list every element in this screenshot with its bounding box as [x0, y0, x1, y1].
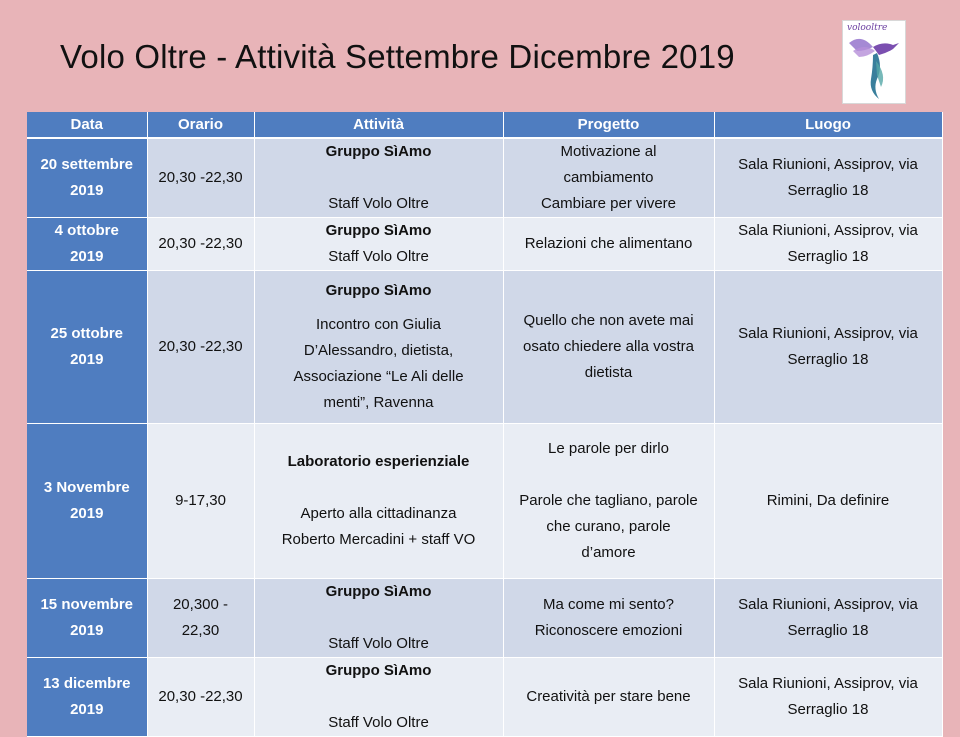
cell-progetto: Creatività per stare bene: [503, 658, 714, 737]
cell-orario: 9-17,30: [147, 424, 254, 579]
header-luogo: Luogo: [714, 112, 942, 138]
table-header-row: [27, 112, 942, 138]
cell-progetto: Motivazione al cambiamento Cambiare per vivere: [503, 138, 714, 218]
header-data: Data: [27, 112, 147, 138]
cell-progetto: Ma come mi sento? Riconoscere emozioni: [503, 579, 714, 658]
attivita-title: Gruppo SìAmo: [325, 143, 432, 160]
cell-orario: 20,30 -22,30: [147, 138, 254, 218]
attivita-detail: Staff Volo Oltre: [328, 248, 429, 265]
cell-attivita: [254, 424, 503, 579]
table-row: [27, 218, 942, 271]
table-row: [27, 138, 942, 218]
attivita-detail: Staff Volo Oltre: [328, 714, 429, 731]
cell-luogo: Sala Riunioni, Assiprov, via Serraglio 18: [714, 218, 942, 271]
table-row: [27, 271, 942, 424]
attivita-title: Laboratorio esperienziale: [287, 453, 470, 470]
cell-attivita: [254, 658, 503, 737]
cell-luogo: Sala Riunioni, Assiprov, via Serraglio 18: [714, 579, 942, 658]
attivita-detail: Aperto alla cittadinanza Roberto Mercadini + staff VO: [281, 505, 476, 548]
cell-luogo: Sala Riunioni, Assiprov, via Serraglio 18: [714, 138, 942, 218]
cell-attivita: [254, 138, 503, 218]
activities-table: [27, 112, 943, 737]
attivita-title: Gruppo SìAmo: [325, 222, 432, 239]
cell-orario: 20,30 -22,30: [147, 658, 254, 737]
table-row: [27, 658, 942, 737]
logo-text: volooltre: [847, 23, 888, 33]
cell-progetto: Relazioni che alimentano: [503, 218, 714, 271]
cell-orario: 20,300 - 22,30: [147, 579, 254, 658]
cell-data: 25 ottobre 2019: [27, 271, 147, 424]
table-row: [27, 424, 942, 579]
header-progetto: Progetto: [503, 112, 714, 138]
cell-luogo: Rimini, Da definire: [714, 424, 942, 579]
attivita-detail: Staff Volo Oltre: [328, 195, 429, 212]
cell-data: 3 Novembre 2019: [27, 424, 147, 579]
attivita-title: Gruppo SìAmo: [325, 662, 432, 679]
table-row: [27, 579, 942, 658]
cell-attivita: [254, 271, 503, 424]
cell-progetto: Le parole per dirlo Parole che tagliano, parole che curano, parole d’amore: [503, 424, 714, 579]
hummingbird-icon: [843, 21, 905, 103]
attivita-title: Gruppo SìAmo: [325, 583, 432, 600]
cell-data: 4 ottobre 2019: [27, 218, 147, 271]
header-orario: Orario: [147, 112, 254, 138]
header-attivita: Attività: [254, 112, 503, 138]
cell-luogo: Sala Riunioni, Assiprov, via Serraglio 18: [714, 271, 942, 424]
cell-orario: 20,30 -22,30: [147, 218, 254, 271]
cell-data: 15 novembre 2019: [27, 579, 147, 658]
cell-data: 20 settembre 2019: [27, 138, 147, 218]
page-title: Volo Oltre - Attività Settembre Dicembre 2019: [60, 38, 735, 75]
attivita-title: Gruppo SìAmo: [325, 282, 432, 299]
cell-attivita: [254, 218, 503, 271]
cell-luogo: Sala Riunioni, Assiprov, via Serraglio 18: [714, 658, 942, 737]
hummingbird-logo-icon: [842, 20, 906, 104]
cell-data: 13 dicembre 2019: [27, 658, 147, 737]
attivita-detail: Staff Volo Oltre: [328, 635, 429, 652]
attivita-detail: Incontro con Giulia D’Alessandro, dietista, Associazione “Le Ali delle menti”, Ravenna: [293, 316, 464, 411]
cell-attivita: [254, 579, 503, 658]
cell-progetto: Quello che non avete mai osato chiedere alla vostra dietista: [503, 271, 714, 424]
cell-orario: 20,30 -22,30: [147, 271, 254, 424]
